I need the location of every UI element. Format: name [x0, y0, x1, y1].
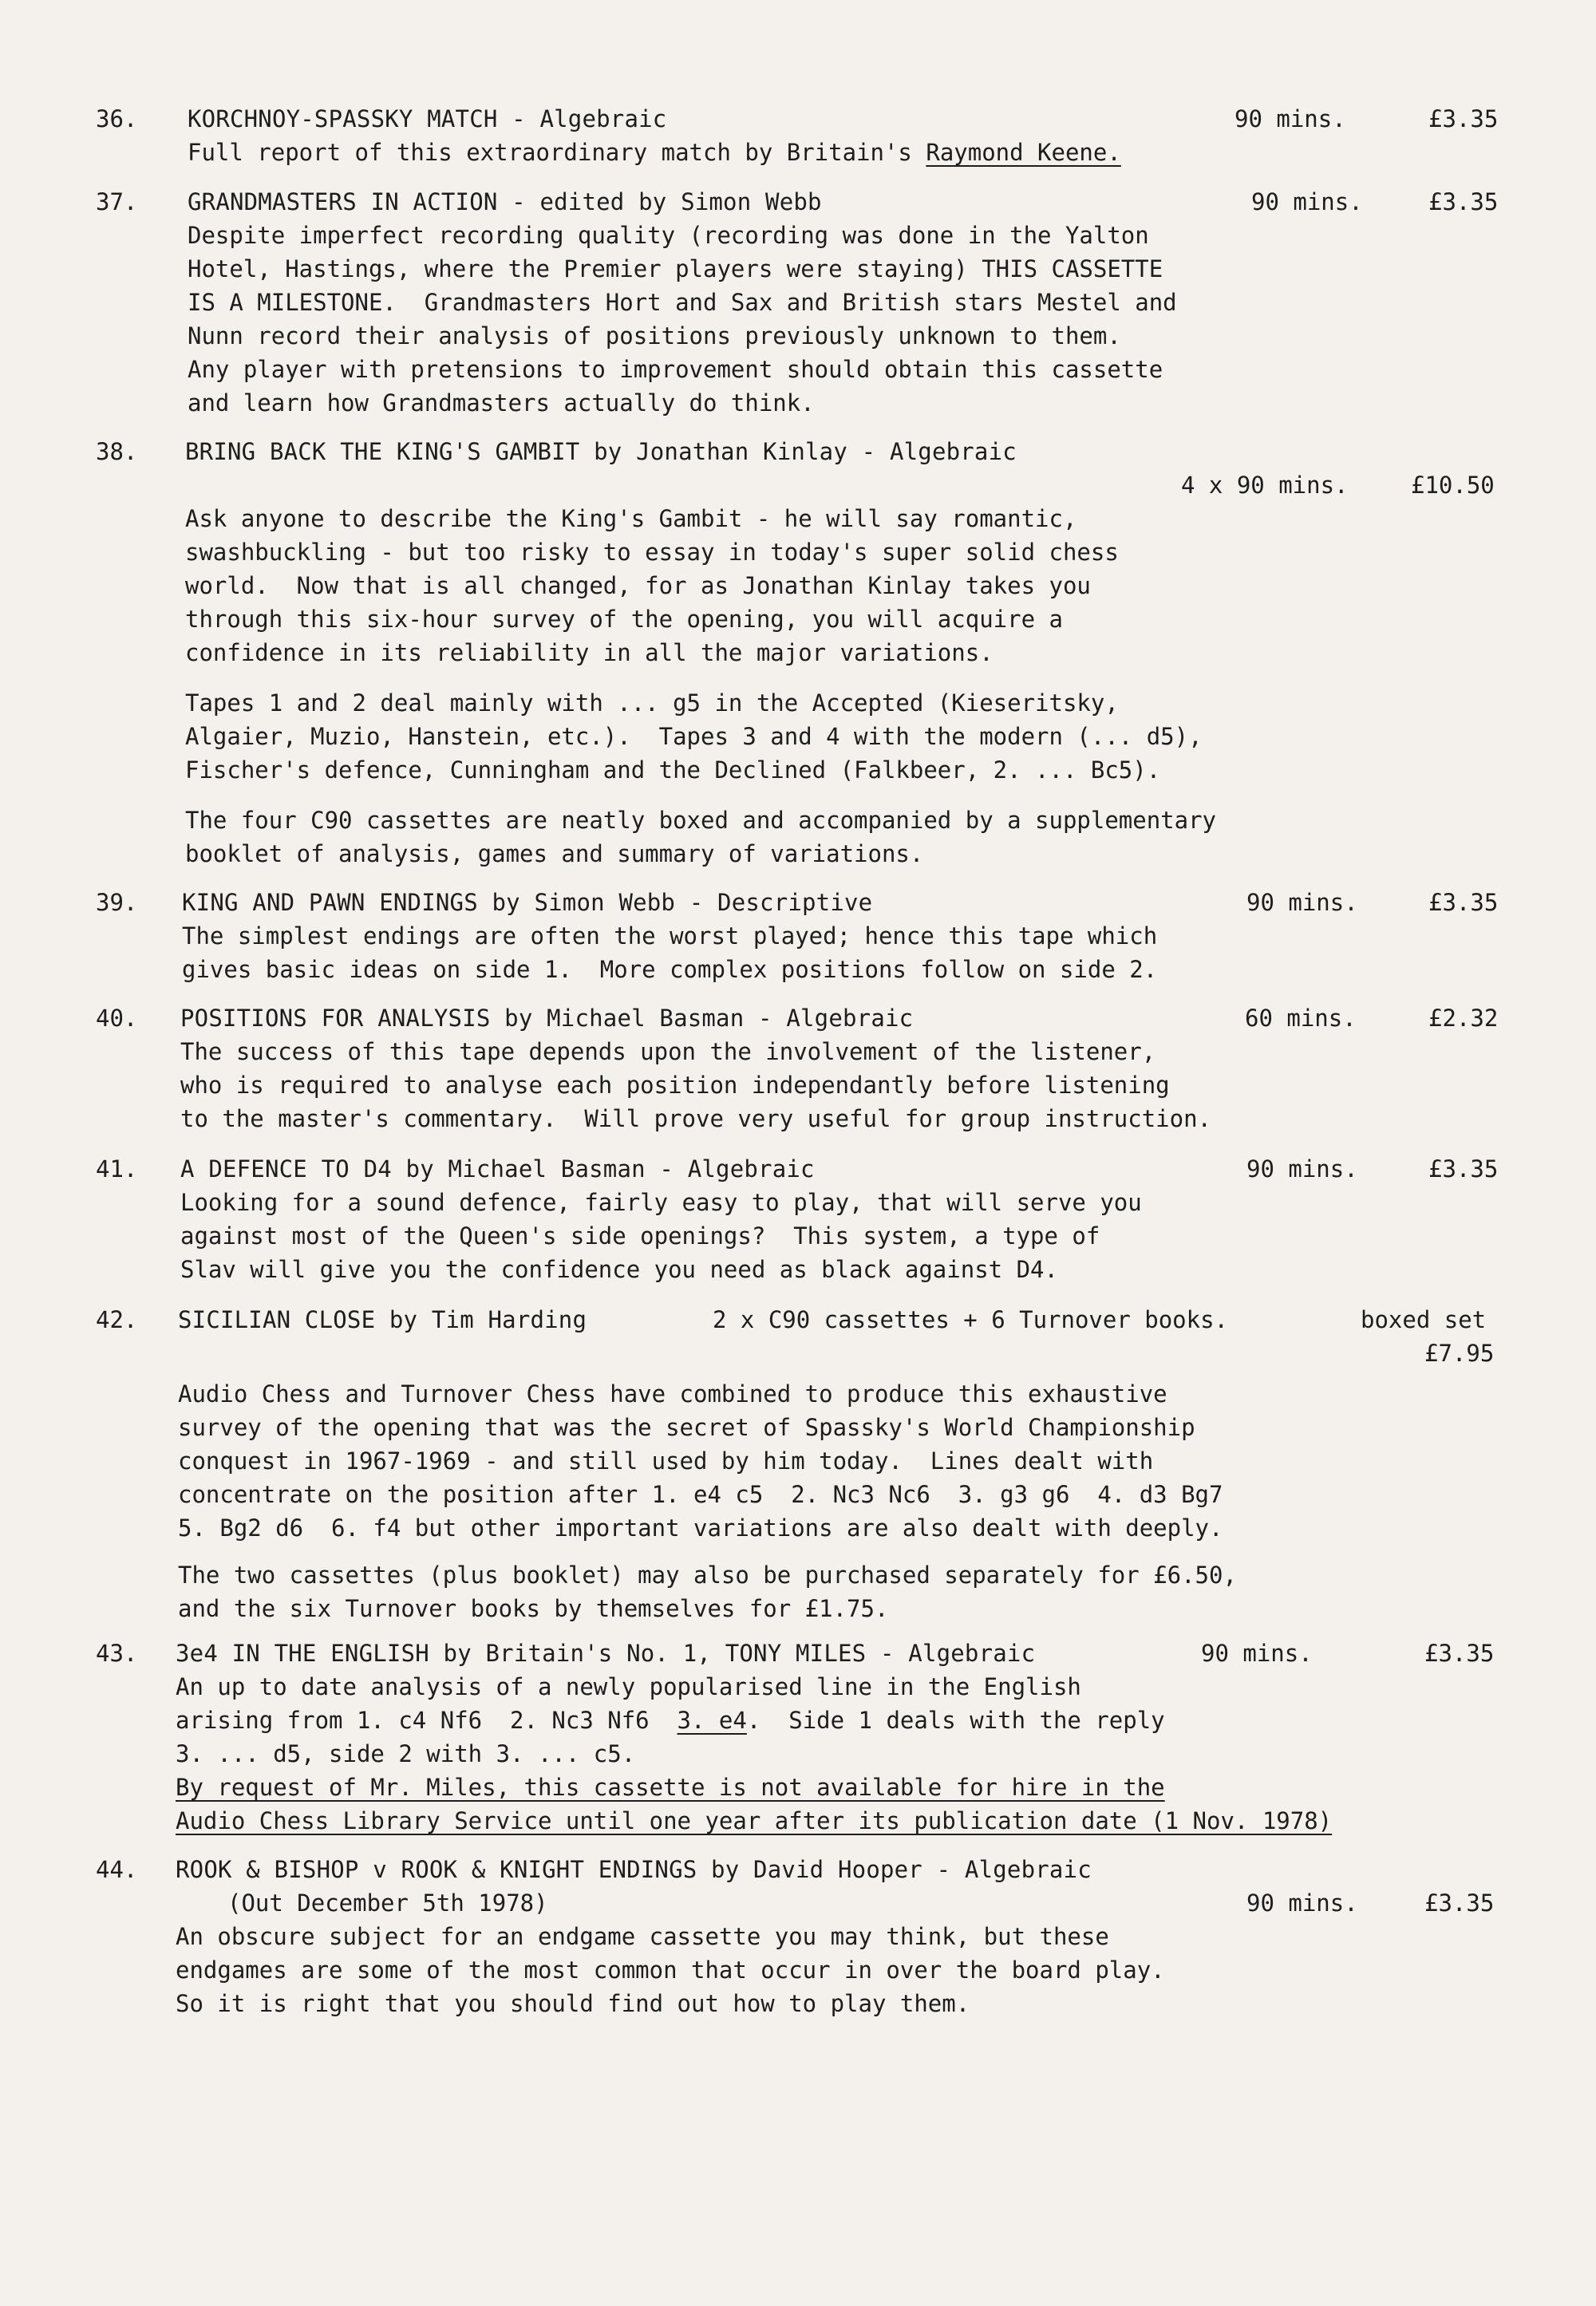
entry-description-line: The success of this tape depends upon the involvement of the listener,	[180, 1038, 1156, 1065]
entry-price: £10.50	[1411, 472, 1495, 499]
entry-title: ROOK & BISHOP v ROOK & KNIGHT ENDINGS by David Hooper - Algebraic	[176, 1856, 1092, 1883]
entry-description-line: Algaier, Muzio, Hanstein, etc.). Tapes 3 and 4 with the modern (... d5),	[185, 723, 1203, 750]
entry-description-line: survey of the opening that was the secret of Spassky's World Championship	[178, 1414, 1195, 1441]
entry-description-line: Hotel, Hastings, where the Premier players were staying) THIS CASSETTE	[188, 255, 1163, 282]
entry-description-line: through this six-hour survey of the opening, you will acquire a	[185, 606, 1063, 633]
entry-description-line: An up to date analysis of a newly popularised line in the English	[176, 1673, 1081, 1700]
entry-duration: 90 mins.	[1246, 889, 1358, 916]
entry-title: SICILIAN CLOSE by Tim Harding	[178, 1306, 587, 1333]
entry-description-line: Any player with pretensions to improvement should obtain this cassette	[188, 356, 1163, 383]
entry-description-line: So it is right that you should find out how to play them.	[176, 1990, 970, 2017]
entry-description-line: concentrate on the position after 1. e4 c5 2. Nc3 Nc6 3. g3 g6 4. d3 Bg7	[178, 1481, 1223, 1508]
entry-number: 43.	[96, 1640, 138, 1667]
entry-number: 36.	[96, 105, 138, 132]
entry-description-line: Nunn record their analysis of positions previously unknown to them.	[188, 322, 1121, 349]
entry-title: A DEFENCE TO D4 by Michael Basman - Algebraic	[180, 1155, 815, 1183]
entry-price: £3.35	[1428, 1155, 1499, 1183]
entry-duration: 90 mins.	[1251, 188, 1363, 215]
entry-description-line: Slav will give you the confidence you need as black against D4.	[180, 1256, 1058, 1283]
entry-price: £3.35	[1424, 1889, 1495, 1917]
entry-description-line: 3. ... d5, side 2 with 3. ... c5.	[176, 1740, 636, 1767]
entry-duration: 90 mins.	[1235, 105, 1346, 132]
entry-title: KORCHNOY-SPASSKY MATCH - Algebraic	[188, 105, 667, 132]
entry-description-line: swashbuckling - but too risky to essay in today's super solid chess	[185, 539, 1119, 566]
entry-number: 42.	[96, 1306, 138, 1333]
entry-description-line: The two cassettes (plus booklet) may also be purchased separately for £6.50,	[178, 1562, 1237, 1589]
entry-title: POSITIONS FOR ANALYSIS by Michael Basman - Algebraic	[180, 1005, 914, 1032]
entry-description-line: The simplest endings are often the worst played; hence this tape which	[182, 922, 1158, 950]
entry-format: 2 x C90 cassettes + 6 Turnover books.	[713, 1306, 1229, 1333]
underlined-move: 3. e4	[677, 1707, 747, 1734]
entry-description-line: Ask anyone to describe the King's Gambit - he will say romantic,	[185, 505, 1077, 532]
entry-number: 39.	[96, 889, 138, 916]
entry-description-line: gives basic ideas on side 1. More complex positions follow on side 2.	[182, 956, 1158, 983]
entry-duration: 90 mins.	[1246, 1155, 1358, 1183]
entry-description-line: The four C90 cassettes are neatly boxed and accompanied by a supplementary	[185, 807, 1217, 834]
entry-description-line: who is required to analyse each position independantly before listening	[180, 1072, 1170, 1099]
entry-description-line: and learn how Grandmasters actually do think.	[188, 389, 815, 417]
entry-duration: 90 mins.	[1246, 1889, 1358, 1917]
entry-title: BRING BACK THE KING'S GAMBIT by Jonathan Kinlay - Algebraic	[185, 438, 1017, 465]
entry-boxed-label: boxed set	[1361, 1306, 1487, 1333]
entry-description-line: An obscure subject for an endgame cassette you may think, but these	[176, 1923, 1109, 1950]
entry-description-line: and the six Turnover books by themselves for £1.75.	[178, 1595, 889, 1622]
entry-description-line: Fischer's defence, Cunningham and the Declined (Falkbeer, 2. ... Bc5).	[185, 756, 1161, 784]
entry-description-line: against most of the Queen's side openings? This system, a type of	[180, 1222, 1100, 1250]
entry-description-line: conquest in 1967-1969 - and still used by him today. Lines dealt with	[178, 1447, 1154, 1475]
entry-price: £3.35	[1428, 188, 1499, 215]
entry-number: 41.	[96, 1155, 138, 1183]
entry-duration: 90 mins.	[1201, 1640, 1313, 1667]
entry-description-line: endgames are some of the most common that occur in over the board play.	[176, 1957, 1165, 1984]
entry-description-line: IS A MILESTONE. Grandmasters Hort and Sax and British stars Mestel and	[188, 289, 1177, 316]
entry-description-line: booklet of analysis, games and summary of variations.	[185, 840, 924, 867]
entry-description-line: world. Now that is all changed, for as Jonathan Kinlay takes you	[185, 572, 1091, 599]
entry-duration: 4 x 90 mins.	[1181, 472, 1349, 499]
entry-title: KING AND PAWN ENDINGS by Simon Webb - Descriptive	[182, 889, 873, 916]
entry-title: 3e4 IN THE ENGLISH by Britain's No. 1, TONY MILES - Algebraic	[176, 1640, 1036, 1667]
entry-description: Full report of this extraordinary match by Britain's Raymond Keene.	[188, 139, 1121, 166]
entry-number: 38.	[96, 438, 138, 465]
entry-description-line: Tapes 1 and 2 deal mainly with ... g5 in the Accepted (Kieseritsky,	[185, 689, 1119, 717]
hire-notice-line: By request of Mr. Miles, this cassette is not available for hire in the	[176, 1774, 1165, 1801]
entry-number: 40.	[96, 1005, 138, 1032]
entry-description-line: Despite imperfect recording quality (recording was done in the Yalton	[188, 222, 1149, 249]
entry-description-line: arising from 1. c4 Nf6 2. Nc3 Nf6 3. e4. Side 1 deals with the reply	[176, 1707, 1165, 1734]
entry-price: £7.95	[1424, 1340, 1495, 1367]
underlined-name: Raymond Keene.	[926, 139, 1121, 166]
entry-number: 37.	[96, 188, 138, 215]
entry-description-line: Looking for a sound defence, fairly easy to play, that will serve you	[180, 1189, 1142, 1216]
entry-release-date: (Out December 5th 1978)	[227, 1889, 548, 1917]
entry-price: £2.32	[1428, 1005, 1499, 1032]
entry-duration: 60 mins.	[1245, 1005, 1357, 1032]
entry-price: £3.35	[1428, 105, 1499, 132]
entry-description-line: 5. Bg2 d6 6. f4 but other important variations are also dealt with deeply.	[178, 1514, 1223, 1542]
entry-price: £3.35	[1428, 889, 1499, 916]
entry-description-line: Audio Chess and Turnover Chess have combined to produce this exhaustive	[178, 1380, 1167, 1408]
hire-notice-line: Audio Chess Library Service until one year after its publication date (1 Nov. 1978)	[176, 1807, 1333, 1834]
entry-title: GRANDMASTERS IN ACTION - edited by Simon Webb	[188, 188, 822, 215]
entry-price: £3.35	[1424, 1640, 1495, 1667]
entry-description-line: to the master's commentary. Will prove very useful for group instruction.	[180, 1105, 1212, 1132]
entry-number: 44.	[96, 1856, 138, 1883]
entry-description-line: confidence in its reliability in all the major variations.	[185, 639, 994, 666]
